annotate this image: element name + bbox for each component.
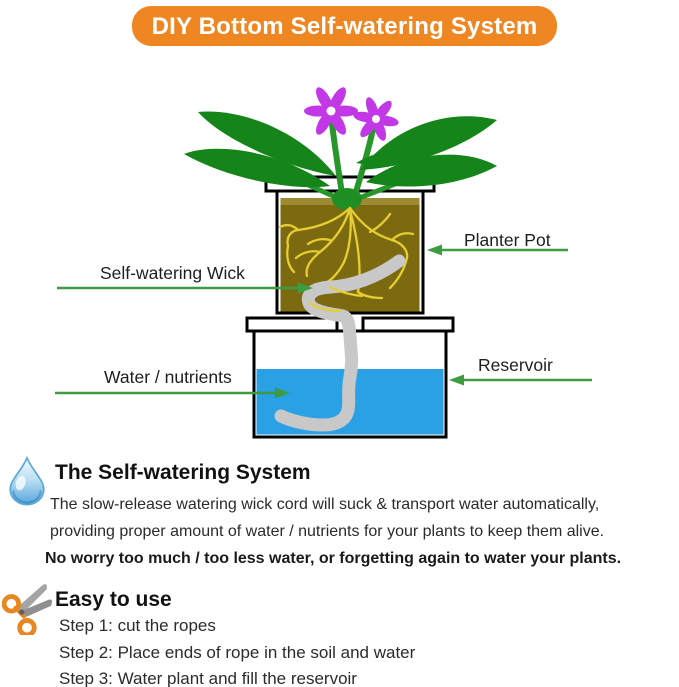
planter-pot-label: Planter Pot [464,230,551,250]
step-item: Step 3: Water plant and fill the reservoir [59,669,357,687]
step-item: Step 2: Place ends of rope in the soil and water [59,643,416,662]
self-watering-wick-label: Self-watering Wick [100,263,245,283]
flower-icon [353,96,400,143]
self-watering-heading: The Self-watering System [55,461,311,484]
water-nutrients-label: Water / nutrients [104,367,232,387]
description-line: No worry too much / too less water, or forgetting again to water your plants. [45,550,622,567]
description-line: providing proper amount of water / nutrients for your plants to keep them alive. [50,523,605,540]
banner-title: DIY Bottom Self-watering System [132,6,557,46]
plant-base [332,188,362,210]
easy-to-use-heading: Easy to use [55,588,172,611]
plant-illustration [184,85,497,210]
reservoir-label: Reservoir [478,355,553,375]
scissors-icon [2,583,54,635]
reservoir-arrow [449,375,592,386]
wick-arrow [57,283,313,294]
step-item: Step 1: cut the ropes [59,616,216,635]
description-line: The slow-release watering wick cord will suck & transport water automatically, [50,496,600,513]
water-drop-icon [6,455,48,507]
